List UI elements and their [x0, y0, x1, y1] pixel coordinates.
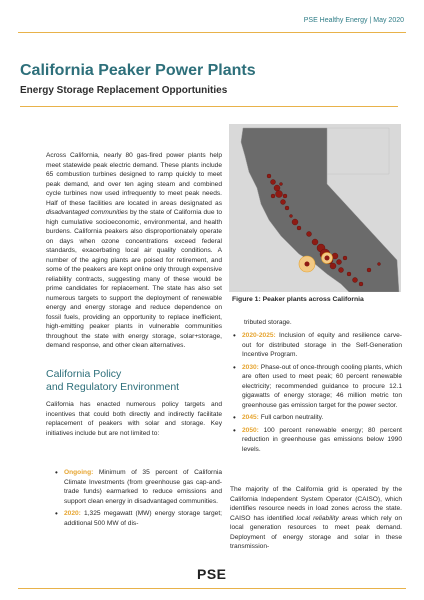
pse-logo: PSE	[197, 566, 227, 582]
list-item	[52, 509, 222, 528]
list-item	[230, 331, 402, 360]
title-rule	[20, 106, 398, 107]
bullet-year: 2020-2025:	[242, 332, 276, 339]
bullet-year: 2050:	[242, 426, 259, 434]
policy-heading-line1: California Policy	[46, 368, 122, 380]
right-continuation	[244, 318, 402, 328]
peaker-plant-map	[229, 124, 401, 292]
intro-text-b: by the state of California due to high cumulative socioeconomic, environmental, and health burdens. California peakers also disproportionately operate on days when ozone concentrations exceed federal standards, exacerbating local air quality conditions. A number of the aging plants are poised for retirement, and some of the peakers are kept online only through expensive reliability contracts, suggesting many of these would be prime candidates for replacement. The state has also set numerous targets to support the deployment of renewable energy and energy storage and reduce dependence on fossil fuels, providing an opportunity to replace inefficient, high-emitting peaker plants in vulnerable communities throughout the state with energy storage, solar+storage, demand response, and other clean alternatives.	[46, 209, 222, 349]
bullet-text: Full carbon neutrality.	[258, 414, 324, 421]
header-rule	[18, 32, 406, 33]
bullet-text: 1,325 megawatt (MW) energy storage target; additional 500 MW of dis-	[64, 510, 222, 527]
intro-text-a: Across California, nearly 80 gas-fired power plants help meet statewide peak electric demand. These plants include 65 combustion turbines designed to ramp quickly to meet peak demand, and over ten aging steam and combined cycle turbines now used infrequently to meet peak needs. Half of these facilities are located in areas designated as	[46, 152, 222, 207]
bullet-text: Inclusion of equity and resilience carve-out for distributed storage in the Self-Generation Incentive Program.	[242, 332, 402, 358]
policy-intro-text: California has enacted numerous policy targets and incentives that could both directly and indirectly facilitate replacement of peakers with solar and storage. Key initiatives include but are not limited to:	[46, 401, 222, 437]
caiso-emphasis: local reliability areas	[296, 514, 359, 522]
caiso-text-a: The majority of the California grid is operated by the California Independent System Operator (CAISO), which identifies resource needs in load zones across the state. CAISO has identified	[230, 486, 402, 522]
bullet-year: 2045:	[242, 414, 259, 421]
policy-heading	[46, 368, 222, 394]
list-item	[230, 413, 402, 423]
figure-caption: Figure 1: Peaker plants across California	[232, 296, 364, 303]
policy-bullets-left	[52, 468, 222, 531]
bullet-text: Phase-out of once-through cooling plants, which are often used to meet peak; 60 percent renewable electricity; recommended guidance to procure 12.1 gigawatts of energy storage; 46 million metric ton greenhouse gas emission target for the power sector.	[242, 363, 402, 409]
caiso-paragraph	[230, 485, 402, 552]
list-item	[52, 468, 222, 506]
list-item	[230, 426, 402, 455]
policy-intro	[46, 400, 222, 438]
bullet-text: 100 percent renewable energy; 80 percent reduction in greenhouse gas emissions below 1990 levels.	[242, 426, 402, 453]
bullet-text: Minimum of 35 percent of California Climate Investments (from greenhouse gas cap-and-trade funds) earmarked to reduce emissions and support clean energy in disadvantaged communities.	[64, 469, 222, 505]
page-title: California Peaker Power Plants	[20, 62, 256, 79]
list-item	[230, 363, 402, 411]
page-subtitle: Energy Storage Replacement Opportunities	[20, 85, 228, 96]
header-text: PSE Healthy Energy | May 2020	[303, 17, 404, 24]
intro-paragraph	[46, 151, 222, 351]
footer-rule	[18, 588, 406, 589]
intro-emphasis: disadvantaged communities	[46, 209, 128, 216]
bullet-year: 2030:	[242, 363, 259, 371]
bullet-year: Ongoing:	[64, 469, 94, 476]
bullet-year: 2020:	[64, 510, 81, 517]
policy-heading-line2: and Regulatory Environment	[46, 381, 180, 393]
california-map-svg	[229, 124, 401, 292]
policy-bullets-right	[230, 331, 402, 457]
caiso-text-b: which rely on local generation resources to meet peak demand. Deployment of energy storage and solar in these transmission-	[230, 514, 402, 550]
continuation-text: tributed storage.	[244, 319, 292, 326]
